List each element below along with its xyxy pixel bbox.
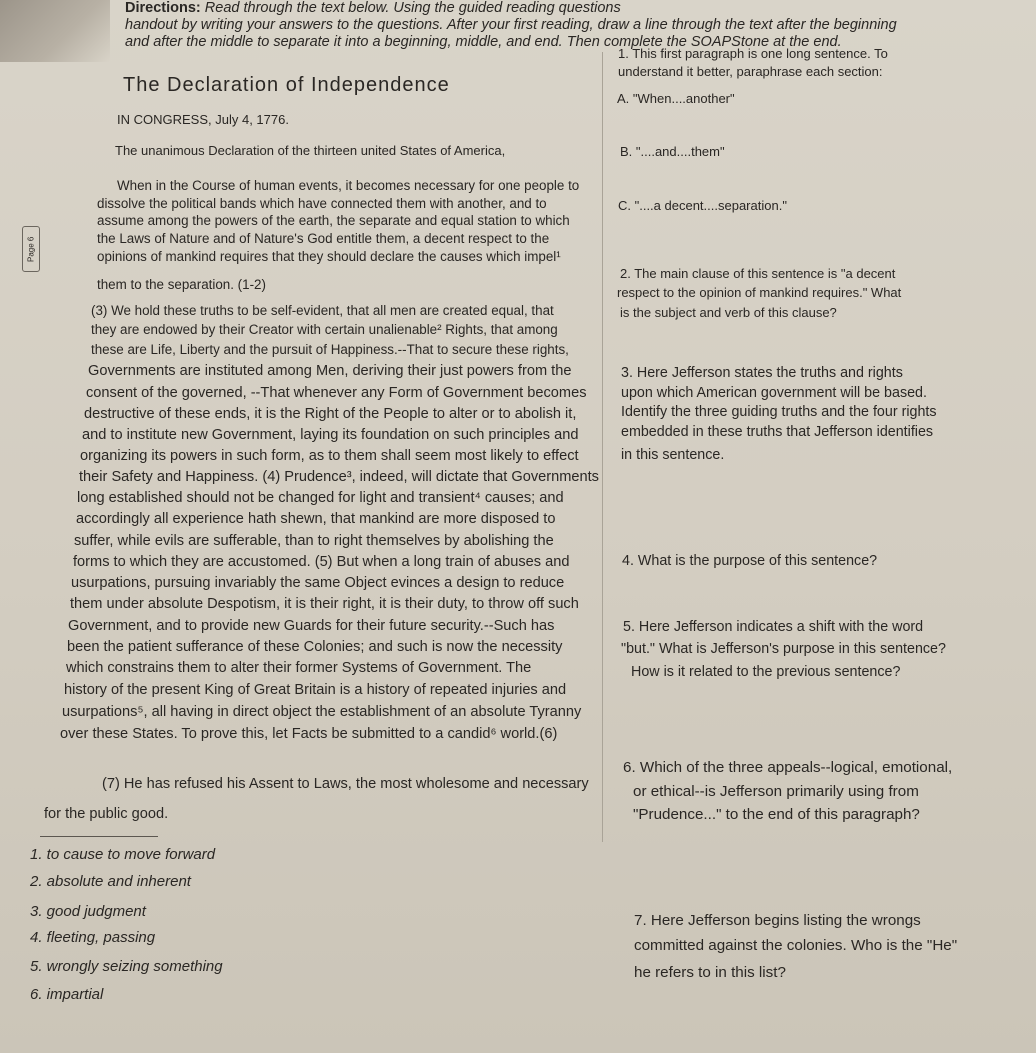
text-line: these are Life, Liberty and the pursuit of Happiness.--That to secure these rights, xyxy=(91,342,569,357)
text-line: Governments are instituted among Men, deriving their just powers from the xyxy=(88,363,572,379)
question-2: 2. The main clause of this sentence is "a decent xyxy=(620,266,896,281)
glossary-item: 5. wrongly seizing something xyxy=(30,958,223,975)
question-6: "Prudence..." to the end of this paragraph? xyxy=(633,806,920,823)
corner-image xyxy=(0,0,110,62)
question-2: is the subject and verb of this clause? xyxy=(620,305,837,320)
question-2: respect to the opinion of mankind requires." What xyxy=(617,285,902,300)
question-3: 3. Here Jefferson states the truths and rights xyxy=(621,365,903,381)
question-3: Identify the three guiding truths and the four rights xyxy=(621,404,937,420)
directions-label: Directions: xyxy=(125,0,201,16)
text-line: their Safety and Happiness. (4) Prudence³, indeed, will dictate that Governments xyxy=(79,469,599,485)
question-3: in this sentence. xyxy=(621,447,725,463)
question-1b: B. "....and....them" xyxy=(620,144,725,159)
question-7: 7. Here Jefferson begins listing the wrongs xyxy=(634,912,921,929)
footnote-rule xyxy=(40,836,158,837)
text-line: consent of the governed, --That whenever any Form of Government becomes xyxy=(86,385,587,401)
text-line: suffer, while evils are sufferable, than to right themselves by abolishing the xyxy=(74,533,554,549)
glossary-item: 3. good judgment xyxy=(30,903,146,920)
text-line: destructive of these ends, it is the Right of the People to alter or to abolish it, xyxy=(84,406,577,422)
glossary-item: 6. impartial xyxy=(30,986,104,1003)
question-5: "but." What is Jefferson's purpose in this sentence? xyxy=(621,641,946,657)
text-line: usurpations⁵, all having in direct object the establishment of an absolute Tyranny xyxy=(62,704,582,720)
question-3: embedded in these truths that Jefferson identifies xyxy=(621,424,934,440)
question-6: or ethical--is Jefferson primarily using from xyxy=(633,783,919,800)
text-line: assume among the powers of the earth, the separate and equal station to which xyxy=(97,213,570,228)
text-line: (7) He has refused his Assent to Laws, the most wholesome and necessary xyxy=(102,776,589,792)
question-1: understand it better, paraphrase each section: xyxy=(618,64,883,79)
question-4: 4. What is the purpose of this sentence? xyxy=(622,553,878,569)
text-line: been the patient sufferance of these Colonies; and such is now the necessity xyxy=(67,639,563,655)
dateline: IN CONGRESS, July 4, 1776. xyxy=(117,112,289,127)
text-line: history of the present King of Great Britain is a history of repeated injuries and xyxy=(64,682,567,698)
question-6: 6. Which of the three appeals--logical, emotional, xyxy=(623,759,953,776)
glossary-item: 1. to cause to move forward xyxy=(30,846,216,863)
question-7: he refers to in this list? xyxy=(634,964,786,981)
directions-line: and after the middle to separate it into a beginning, middle, and end. Then complete the SOAPStone at the end. xyxy=(125,34,842,50)
text-line: organizing its powers in such form, as to them shall seem most likely to effect xyxy=(80,448,579,464)
question-3: upon which American government will be based. xyxy=(621,385,927,401)
page-tag: Page 6 xyxy=(22,226,40,272)
question-7: committed against the colonies. Who is the "He" xyxy=(634,937,958,954)
text-line: Government, and to provide new Guards for their future security.--Such has xyxy=(68,618,555,634)
text-line: them under absolute Despotism, it is their right, it is their duty, to throw off such xyxy=(70,596,579,612)
text-line: usurpations, pursuing invariably the same Object evinces a design to reduce xyxy=(71,575,565,591)
text-line: the Laws of Nature and of Nature's God entitle them, a decent respect to the xyxy=(97,231,550,246)
question-1a: A. "When....another" xyxy=(617,91,735,106)
column-divider xyxy=(602,52,603,842)
document-title: The Declaration of Independence xyxy=(123,74,450,96)
text-line: dissolve the political bands which have connected them with another, and to xyxy=(97,196,547,211)
text-line: for the public good. xyxy=(44,806,169,822)
preamble: The unanimous Declaration of the thirteen united States of America, xyxy=(115,143,506,158)
text-line: them to the separation. (1-2) xyxy=(97,277,266,292)
text-line: which constrains them to alter their former Systems of Government. The xyxy=(66,660,532,676)
text-line: long established should not be changed for light and transient⁴ causes; and xyxy=(77,490,564,506)
text-line: (3) We hold these truths to be self-evident, that all men are created equal, that xyxy=(91,303,554,318)
text-line: When in the Course of human events, it becomes necessary for one people to xyxy=(117,178,580,193)
question-5: How is it related to the previous sentence? xyxy=(631,664,901,680)
text-line: forms to which they are accustomed. (5) But when a long train of abuses and xyxy=(73,554,570,570)
question-1c: C. "....a decent....separation." xyxy=(618,198,787,213)
directions-line: Read through the text below. Using the guided reading questions xyxy=(204,0,621,16)
text-line: they are endowed by their Creator with certain unalienable² Rights, that among xyxy=(91,322,558,337)
directions-line: handout by writing your answers to the questions. After your first reading, draw a line through the text after the beginning xyxy=(125,17,897,33)
text-line: over these States. To prove this, let Facts be submitted to a candid⁶ world.(6) xyxy=(60,726,558,742)
text-line: accordingly all experience hath shewn, that mankind are more disposed to xyxy=(76,511,556,527)
text-line: opinions of mankind requires that they should declare the causes which impel¹ xyxy=(97,249,561,264)
text-line: and to institute new Government, laying its foundation on such principles and xyxy=(82,427,579,443)
question-1: 1. This first paragraph is one long sentence. To xyxy=(618,46,888,61)
glossary-item: 2. absolute and inherent xyxy=(30,873,191,890)
glossary-item: 4. fleeting, passing xyxy=(30,929,156,946)
question-5: 5. Here Jefferson indicates a shift with the word xyxy=(623,619,924,635)
directions-text xyxy=(125,0,1025,51)
